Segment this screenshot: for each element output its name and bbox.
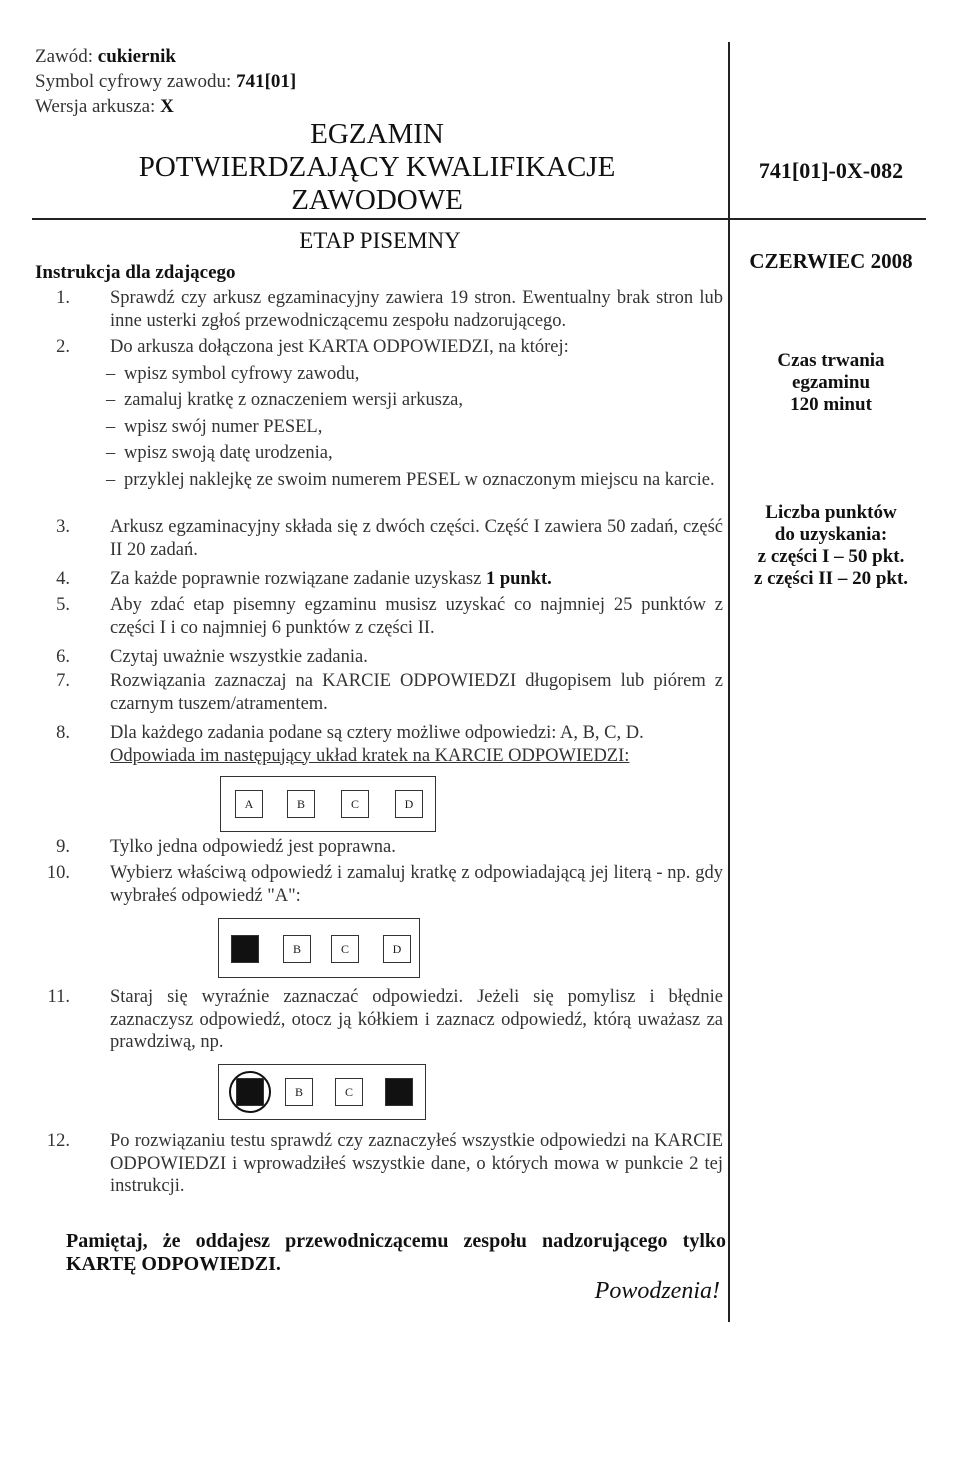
title-line-2: POTWIERDZAJĄCY KWALIFIKACJE <box>138 151 616 183</box>
duration-label-1: Czas trwania <box>777 350 885 371</box>
profession-line <box>35 44 296 69</box>
duration-block <box>736 350 926 416</box>
instruction-6 <box>38 646 723 669</box>
instruction-text: Staraj się wyraźnie zaznaczać odpowiedzi. Jeżeli się pomylisz i błędnie zaznaczysz odpowiedź, otocz ją kółkiem i zaznacz odpowiedź, którą uważasz za prawdziwą, np. <box>110 987 723 1052</box>
instruction-number: 6. <box>56 647 70 667</box>
instruction-number: 10. <box>46 863 70 883</box>
points-part-1: z części I – 50 pkt. <box>757 546 905 567</box>
points-label-1: Liczba punktów <box>765 502 897 523</box>
instruction-7 <box>38 670 723 715</box>
box-c: C <box>331 935 359 963</box>
title-line-3: ZAWODOWE <box>291 184 463 216</box>
stage-title: ETAP PISEMNY <box>299 228 461 253</box>
vertical-divider <box>728 42 730 1322</box>
version-line <box>35 94 296 119</box>
duration-value: 120 minut <box>790 394 872 415</box>
points-label-2: do uzyskania: <box>774 524 888 545</box>
instructions-heading: Instrukcja dla zdającego <box>35 262 236 283</box>
symbol-label: Symbol cyfrowy zawodu: <box>35 71 232 92</box>
instruction-4 <box>38 568 723 591</box>
instruction-number: 2. <box>56 337 70 357</box>
duration-label-2: egzaminu <box>791 372 871 393</box>
instruction-number: 11. <box>47 987 70 1007</box>
final-note: Pamiętaj, że oddajesz przewodniczącemu zespołu nadzorującego tylko KARTĘ ODPOWIEDZI. <box>66 1230 726 1275</box>
box-a-filled <box>231 935 259 963</box>
instruction-number: 7. <box>56 671 70 691</box>
box-a: A <box>235 790 263 818</box>
exam-code: 741[01]-0X-082 <box>758 158 904 183</box>
instruction-9 <box>38 836 723 859</box>
answer-boxes-correction-example <box>218 1064 426 1120</box>
list-item: – przyklej naklejkę ze swoim numerem PESEL w oznaczonym miejscu na karcie. <box>106 469 723 492</box>
instruction-number: 4. <box>56 569 70 589</box>
list-item: – zamaluj kratkę z oznaczeniem wersji arkusza, <box>106 389 723 412</box>
instruction-3 <box>38 516 723 561</box>
instruction-text: Wybierz właściwą odpowiedź i zamaluj kratkę z odpowiadającą jej literą - np. gdy wybrałeś odpowiedź "A": <box>110 863 723 906</box>
instruction-11 <box>38 986 723 1054</box>
answer-boxes-example <box>220 776 436 832</box>
box-b: B <box>287 790 315 818</box>
instruction-2-list <box>106 363 723 492</box>
instruction-number: 12. <box>46 1131 70 1151</box>
instruction-text <box>110 568 723 591</box>
symbol-line <box>35 69 296 94</box>
instruction-4-bold: 1 punkt. <box>485 569 552 589</box>
list-item: – wpisz symbol cyfrowy zawodu, <box>106 363 723 386</box>
instruction-text: Rozwiązania zaznaczaj na KARCIE ODPOWIEDZI długopisem lub piórem z czarnym tuszem/atramentem. <box>110 671 723 714</box>
instruction-number: 1. <box>56 288 70 308</box>
instruction-10 <box>38 862 723 907</box>
instruction-4-text: Za każde poprawnie rozwiązane zadanie uzyskasz <box>110 569 482 589</box>
instruction-8 <box>38 722 723 767</box>
instruction-12 <box>38 1130 723 1198</box>
horizontal-divider <box>32 218 926 220</box>
instruction-text: Do arkusza dołączona jest KARTA ODPOWIEDZI, na której: <box>110 337 569 357</box>
instruction-5 <box>38 594 723 639</box>
instruction-2 <box>38 336 723 491</box>
instruction-text: Po rozwiązaniu testu sprawdź czy zaznaczyłeś wszystkie odpowiedzi na KARCIE ODPOWIEDZI i wprowadziłeś wszystkie dane, o których mowa w punkcie 2 tej instrukcji. <box>110 1131 723 1196</box>
profession-value: cukiernik <box>97 46 176 67</box>
box-d: D <box>383 935 411 963</box>
box-d: D <box>395 790 423 818</box>
list-item: – wpisz swój numer PESEL, <box>106 416 723 439</box>
farewell: Powodzenia! <box>594 1278 720 1304</box>
instruction-text: Tylko jedna odpowiedź jest poprawna. <box>110 837 396 857</box>
points-part-2: z części II – 20 pkt. <box>753 568 909 589</box>
instruction-number: 8. <box>56 723 70 743</box>
instruction-text: Czytaj uważnie wszystkie zadania. <box>110 647 368 667</box>
instruction-text: Sprawdź czy arkusz egzaminacyjny zawiera 19 stron. Ewentualny brak stron lub inne usterki zgłoś przewodniczącemu zespołu nadzorującego. <box>110 288 723 331</box>
instruction-text: Dla każdego zadania podane są cztery możliwe odpowiedzi: A, B, C, D. <box>110 723 644 743</box>
version-value: X <box>160 96 174 117</box>
answer-boxes-filled-example <box>218 918 420 978</box>
exam-header <box>35 44 296 119</box>
list-item: – wpisz swoją datę urodzenia, <box>106 442 723 465</box>
profession-label: Zawód: <box>35 46 94 67</box>
instruction-number: 9. <box>56 837 70 857</box>
instruction-number: 3. <box>56 517 70 537</box>
instruction-text: Aby zdać etap pisemny egzaminu musisz uzyskać co najmniej 25 punktów z części I i co najmniej 6 punktów z części II. <box>110 595 723 638</box>
points-block <box>736 502 926 590</box>
symbol-value: 741[01] <box>236 71 297 92</box>
instruction-text: Odpowiada im następujący układ kratek na KARCIE ODPOWIEDZI: <box>110 745 630 766</box>
instruction-text: Arkusz egzaminacyjny składa się z dwóch części. Część I zawiera 50 zadań, część II 20 zadań. <box>110 517 723 560</box>
instruction-number: 5. <box>56 595 70 615</box>
instruction-1 <box>38 287 723 332</box>
box-c: C <box>335 1078 363 1106</box>
version-label: Wersja arkusza: <box>35 96 156 117</box>
exam-title <box>32 118 722 217</box>
box-d-filled <box>385 1078 413 1106</box>
box-b: B <box>285 1078 313 1106</box>
box-c: C <box>341 790 369 818</box>
box-b: B <box>283 935 311 963</box>
box-a-filled-circled <box>236 1078 264 1106</box>
title-line-1: EGZAMIN <box>310 118 444 150</box>
exam-date: CZERWIEC 2008 <box>749 249 913 273</box>
